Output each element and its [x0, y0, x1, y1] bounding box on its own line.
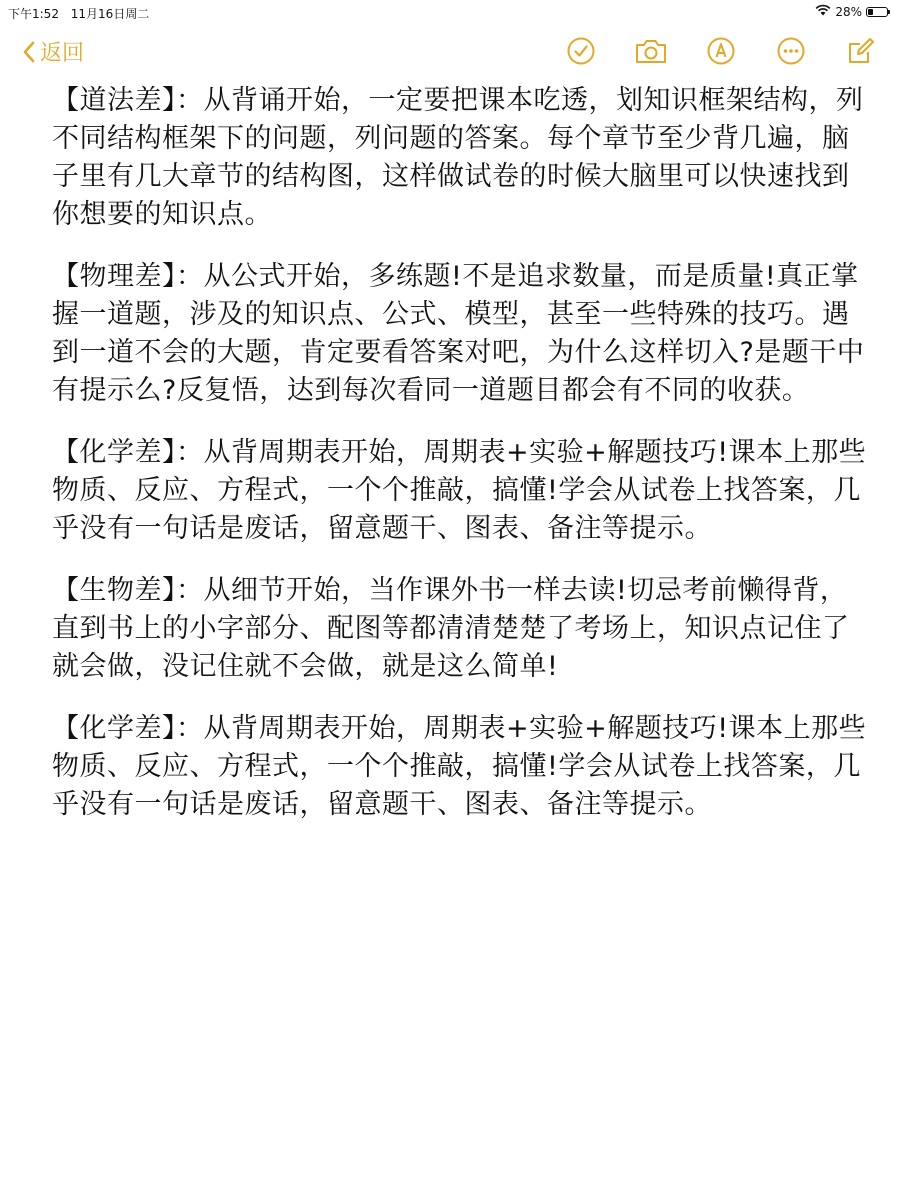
battery-level [868, 9, 873, 15]
camera-icon[interactable] [634, 34, 668, 68]
back-label: 返回 [40, 41, 85, 66]
note-paragraph-biology: 【生物差】：从细节开始，当作课外书一样去读!切忌考前懒得背，直到书上的小字部分、配图等都清清楚楚了考场上，知识点记住了就会做，没记住就不会做，就是这么简单! [52, 575, 850, 682]
checkmark-circle-icon[interactable] [564, 34, 598, 68]
status-time: 下午1:52 [8, 7, 59, 21]
status-right [815, 4, 888, 19]
toolbar [0, 30, 900, 74]
note-paragraph-physics: 【物理差】：从公式开始，多练题!不是追求数量，而是质量!真正掌握一道题，涉及的知识点、公式、模型，甚至一些特殊的技巧。遇到一道不会的大题，肯定要看答案对吧，为什么这样切入?是题干中有提示么?反复悟，达到每次看同一道题目都会有不同的收获。 [52, 261, 865, 406]
markup-pen-icon[interactable] [704, 34, 738, 68]
back-button[interactable] [22, 36, 84, 67]
battery-percent: 28% [835, 4, 862, 19]
toolbar-actions [564, 34, 878, 68]
wifi-icon [815, 4, 831, 19]
chevron-left-icon [22, 41, 36, 63]
note-paragraph-ethics: 【道法差】：从背诵开始，一定要把课本吃透，划知识框架结构，列不同结构框架下的问题，列问题的答案。每个章节至少背几遍，脑子里有几大章节的结构图，这样做试卷的时候大脑里可以快速找到你想要的知识点。 [52, 85, 864, 230]
battery-icon [866, 7, 888, 17]
note-paragraph-chemistry-repeat: 【化学差】：从背周期表开始，周期表+实验+解题技巧!课本上那些物质、反应、方程式，一个个推敲，搞懂!学会从试卷上找答案，几乎没有一句话是废话，留意题干、图表、备注等提示。 [52, 713, 867, 820]
note-body[interactable] [52, 82, 872, 848]
status-bar [0, 0, 900, 24]
status-left [8, 5, 157, 22]
more-ellipsis-icon[interactable] [774, 34, 808, 68]
status-date: 11月16日周二 [70, 7, 150, 21]
note-paragraph-chemistry: 【化学差】：从背周期表开始，周期表+实验+解题技巧!课本上那些物质、反应、方程式，一个个推敲，搞懂!学会从试卷上找答案，几乎没有一句话是废话，留意题干、图表、备注等提示。 [52, 437, 867, 544]
compose-icon[interactable] [844, 34, 878, 68]
